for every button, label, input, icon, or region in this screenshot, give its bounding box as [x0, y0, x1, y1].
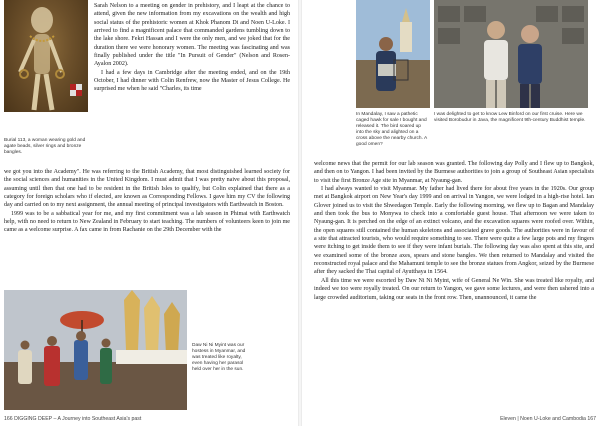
mandalay-photo	[356, 0, 430, 108]
borobudur-illustration	[434, 0, 588, 108]
borobudur-photo	[434, 0, 588, 108]
mandalay-caption: In Mandalay, I saw a pathetic caged hawk for sale I bought and released it. The bird soared up into the sky and alighted on a cross above the nearby church. A good omen?	[356, 112, 427, 147]
left-text-wide	[4, 168, 290, 235]
folio-right: Eleven | Noen U-Loke and Cambodia 167	[500, 416, 596, 422]
left-text-narrow	[94, 2, 290, 94]
paragraph: 1999 was to be a sabbatical year for me, and my first commitment was a lab season in Phimai with Earthwatch help, with no need to return to New Zealand in February to start teaching. The numbers of volunteers keen to join me came as a welcome surprise. A fax came in from Rachanie on the 29th December with the	[4, 210, 290, 234]
daw-caption: Daw Ni Ni Myint was our hostess in Myanmar, and was treated like royalty, even having her parasol held over her in the sun.	[192, 343, 246, 372]
right-page	[302, 0, 600, 426]
burial-photo	[4, 0, 88, 112]
folio-left: 166 DIGGING DEEP – A Journey into Southeast Asia's past	[4, 416, 142, 422]
burial-caption: Burial 113, a woman wearing gold and agate beads, silver rings and bronze bangles.	[4, 138, 86, 155]
paragraph: I had a few days in Cambridge after the meeting ended, and on the 19th October, I had dinner with Colin Renfrew, now the Master of Jesus College. He surprised me when he said "Charles, its time	[94, 69, 290, 93]
paragraph: Sarah Nelson to a meeting on gender in prehistory, and I leapt at the chance to attend, given the new information from my excavations on the wealth and high social status of the prehistoric women at Khok Phanom Di and Noen U-Loke. I arrived to find a magnificent palace that commanded gardens tumbling down to the lake shore. Fekri Hassan and I were the only men, and we joked that for the duration there we were honorary women. The meeting was fascinating and was finally published under the title "In Pursuit of Gender" (Nelson and Rosen-Ayalon 2002).	[94, 3, 290, 68]
borobudur-caption: I was delighted to get to know Lew Binford on our first cruise. Here we visited Borobudur in Java, the magnificent 9th-century Buddhist temple.	[434, 112, 586, 123]
paragraph: I had always wanted to visit Myanmar. My father had lived there for about five years in the 1920s. Our group met at Bangkok airport on New Year's day 1999 and on arrival in Yangon, we were lodged in a high-rise hotel. Ian Glover joined us to visit the Shwedagon Temple. Early the following morning, we flew up to Bagan and Mandalay and then took the bus to Monywa to check into a comfortable guest house. That afternoon we were taken to Nyaung-gan. It is perched on the edge of an extinct volcano, and the excavation squares were roofed over. Within, the open squares still contained the human skeletons and associated grave goods. The authorities were in favour of a site that attracted tourists, who would require something to see. There were quite a few large pots and my fingers were itching to get inside them to see if they were infant burials. The following day was also spent at this site, and we examined some of the bronze axes, spears and stone bangles. We then returned to Mandalay and visited the reconstructed royal palace and the Mahamuni temple to see the bronze statues from Angkor, seized by the Burmese after they sacked the Thai capital of Ayutthaya in 1564.	[314, 186, 594, 276]
skeleton-illustration	[4, 0, 88, 112]
paragraph: we got you into the Academy". He was referring to the British Academy, that most distinguished learned society for the social sciences and humanities in the United Kingdom. I must admit that I was pretty naive about this proposal, assuming until then that one had to be resident in the British Isles to qualify, but Colin explained that there as a category for foreign scholars who if elected, are known as Corresponding Fellows. I gave him my CV the following day and carried on to my next assignment, the annual meeting of principal investigators with Earthwatch in Boston.	[4, 169, 290, 209]
paragraph: welcome news that the permit for our lab season was granted. The following day Polly and I flew up to Bangkok, and then on to Yangon. I had been invited by the Burmese authorities to join a group of Southeast Asian specialists to visit the first Bronze Age site in Myanmar, at Nyaung-gan.	[314, 161, 594, 184]
ceremony-photo	[4, 290, 187, 410]
ceremony-illustration	[4, 290, 187, 410]
paragraph: All this time we were escorted by Daw Ni Ni Myint, wife of General Ne Win. She was treated like royalty, and indeed we too were royally treated. On our return to Yangon, we gave some lectures, and were then ushered into a large crowded auditorium, taking our seats in the front row. Then, unannounced, it came the	[314, 277, 594, 301]
mandalay-illustration	[356, 0, 430, 108]
left-page	[0, 0, 298, 426]
right-text	[314, 160, 594, 302]
